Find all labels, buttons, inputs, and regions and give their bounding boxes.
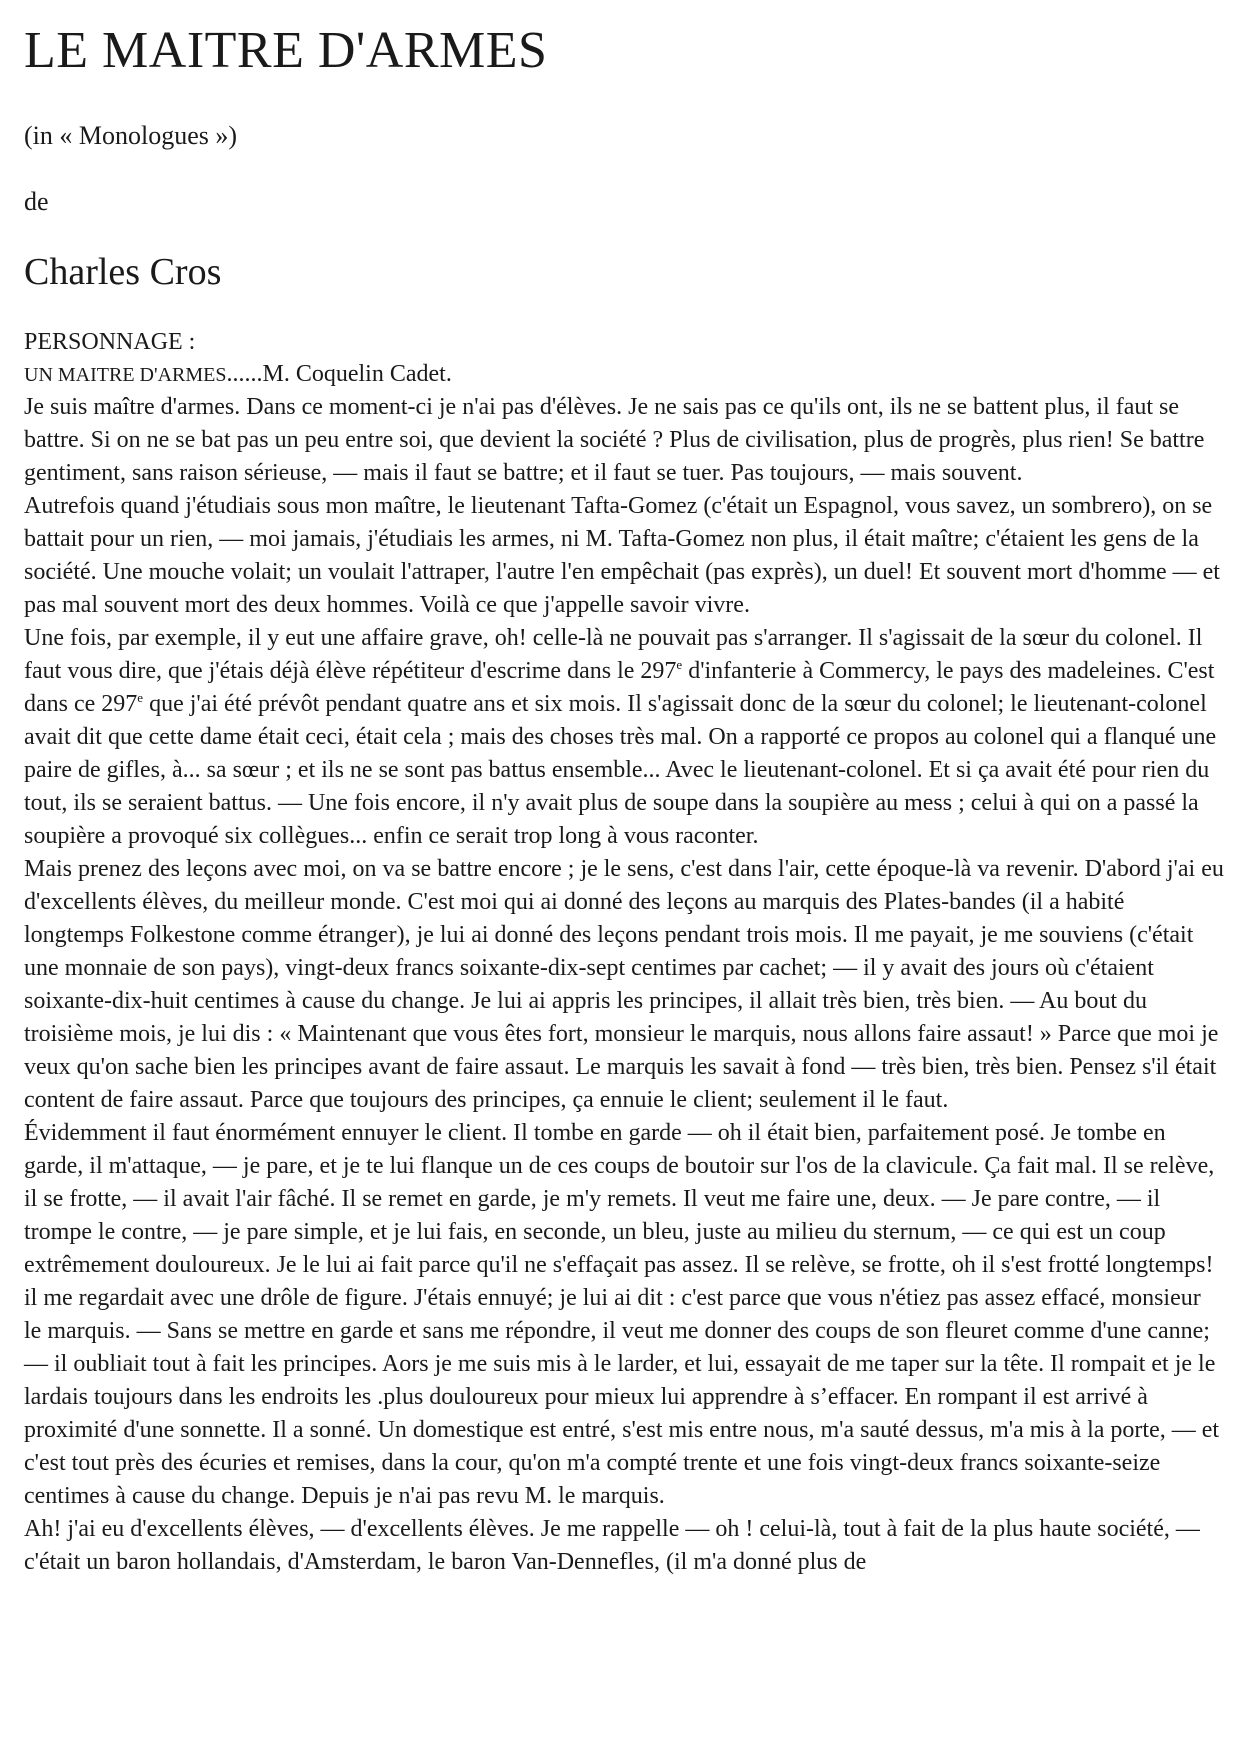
document-page (24, 0, 1224, 1579)
superscript-e-1: e (676, 657, 683, 672)
author-name: Charles Cros (24, 251, 222, 293)
cast-line (24, 358, 1224, 391)
paragraph-3-part-a: Une fois, par exemple, il y eut une affaire grave, oh! celle-là ne pouvait pas s'arranger. Il s'agissait de la sœur du colonel. Il faut vous dire, que j'étais déjà élève répétiteur d'escrime dans le 297 (24, 625, 1203, 684)
cast-actor: M. Coquelin Cadet. (262, 361, 452, 387)
cast-role: UN MAITRE D'ARMES (24, 364, 227, 386)
paragraph-2: Autrefois quand j'étudiais sous mon maître, le lieutenant Tafta-Gomez (c'était un Espagnol, vous savez, un sombrero), on se battait pour un rien, — moi jamais, j'étudiais les armes, ni M. Tafta-Gomez non plus, il était maître; c'étaient les gens de la société. Une mouche volait; un voulait l'attraper, l'autre l'en empêchait (pas exprès), un duel! Et souvent mort d'homme — et pas mal souvent mort des deux hommes. Voilà ce que j'appelle savoir vivre. (24, 493, 1220, 618)
byline-de: de (24, 187, 49, 216)
paragraph-4: Mais prenez des leçons avec moi, on va se battre encore ; je le sens, c'est dans l'air, cette époque-là va revenir. D'abord j'ai eu d'excellents élèves, du meilleur monde. C'est moi qui ai donné des leçons au marquis des Plates-bandes (il a habité longtemps Folkestone comme étranger), je lui ai donné des leçons pendant trois mois. Il me payait, je me souviens (c'était une monnaie de son pays), vingt-deux francs soixante-dix-sept centimes par cachet; — il y avait des jours où c'étaient soixante-dix-huit centimes à cause du change. Je lui ai appris les principes, il allait très bien, très bien. — Au bout du troisième mois, je lui dis : « Maintenant que vous êtes fort, monsieur le marquis, nous allons faire assaut! » Parce que moi je veux qu'on sache bien les principes avant de faire assaut. Le marquis les savait à fond — très bien, très bien. Pensez s'il était content de faire assaut. Parce que toujours des principes, ça ennuie le client; seulement il le faut. (24, 856, 1224, 1113)
paragraph-1: Je suis maître d'armes. Dans ce moment-ci je n'ai pas d'élèves. Je ne sais pas ce qu'ils ont, ils ne se battent plus, il faut se battre. Si on ne se bat pas un peu entre soi, que devient la société ? Plus de civilisation, plus de progrès, plus rien! Se battre gentiment, sans raison sérieuse, — mais il faut se battre; et il faut se tuer. Pas toujours, — mais souvent. (24, 394, 1205, 486)
paragraph-3 (24, 622, 1224, 853)
cast-label: PERSONNAGE : (24, 329, 196, 355)
cast-dots: ...... (226, 361, 263, 387)
superscript-e-2: e (137, 690, 144, 705)
paragraph-6: Ah! j'ai eu d'excellents élèves, — d'excellents élèves. Je me rappelle — oh ! celui-là, tout à fait de la plus haute société, — c'était un baron hollandais, d'Amsterdam, le baron Van-Dennefles, (il m'a donné plus de (24, 1516, 1200, 1575)
paragraph-3-part-b: d'infanterie à Commercy, le pays des madeleines. C'est dans ce 297 (24, 658, 1215, 717)
paragraph-3-part-c: que j'ai été prévôt pendant quatre ans et six mois. Il s'agissait donc de la sœur du colonel; le lieutenant-colonel avait dit que cette dame était ceci, était cela ; mais des choses très mal. On a rapporté ce propos au colonel qui a flanqué une paire de gifles, à... sa sœur ; et ils ne se sont pas battus ensemble... Avec le lieutenant-colonel. Et si ça avait été pour rien du tout, ils se seraient battus. — Une fois encore, il n'y avait plus de soupe dans la soupière au mess ; celui à qui on a passé la soupière a provoqué six collègues... enfin ce serait trop long à vous raconter. (24, 691, 1217, 849)
document-subtitle: (in « Monologues ») (24, 121, 238, 150)
paragraph-5: Évidemment il faut énormément ennuyer le client. Il tombe en garde — oh il était bien, parfaitement posé. Je tombe en garde, il m'attaque, — je pare, et je te lui flanque un de ces coups de boutoir sur l'os de la clavicule. Ça fait mal. Il se relève, il se frotte, — il avait l'air fâché. Il se remet en garde, je m'y remets. Il veut me faire une, deux. — Je pare contre, — il trompe le contre, — je pare simple, et je lui fais, en seconde, un bleu, juste au milieu du sternum, — ce qui est un coup extrêmement douloureux. Je le lui ai fait parce qu'il ne s'effaçait pas assez. Il se relève, se frotte, oh il s'est frotté longtemps! il me regardait avec une drôle de figure. J'étais ennuyé; je lui ai dit : c'est parce que vous n'étiez pas assez effacé, monsieur le marquis. — Sans se mettre en garde et sans me répondre, il veut me donner des coups de son fleuret comme d'une canne; — il oubliait tout à fait les principes. Aors je me suis mis à le larder, et lui, essayait de me taper sur la tête. Il rompait et je le lardais toujours dans les endroits les .plus douloureux pour mieux lui apprendre à s’effacer. En rompant il est arrivé à proximité d'une sonnette. Il a sonné. Un domestique est entré, s'est mis entre nous, m'a sauté dessus, m'a mis à la porte, — et c'est tout près des écuries et remises, dans la cour, qu'on m'a compté trente et une fois vingt-deux francs soixante-seize centimes à cause du change. Depuis je n'ai pas revu M. le marquis. (24, 1120, 1220, 1509)
document-title: LE MAITRE D'ARMES (24, 22, 548, 79)
